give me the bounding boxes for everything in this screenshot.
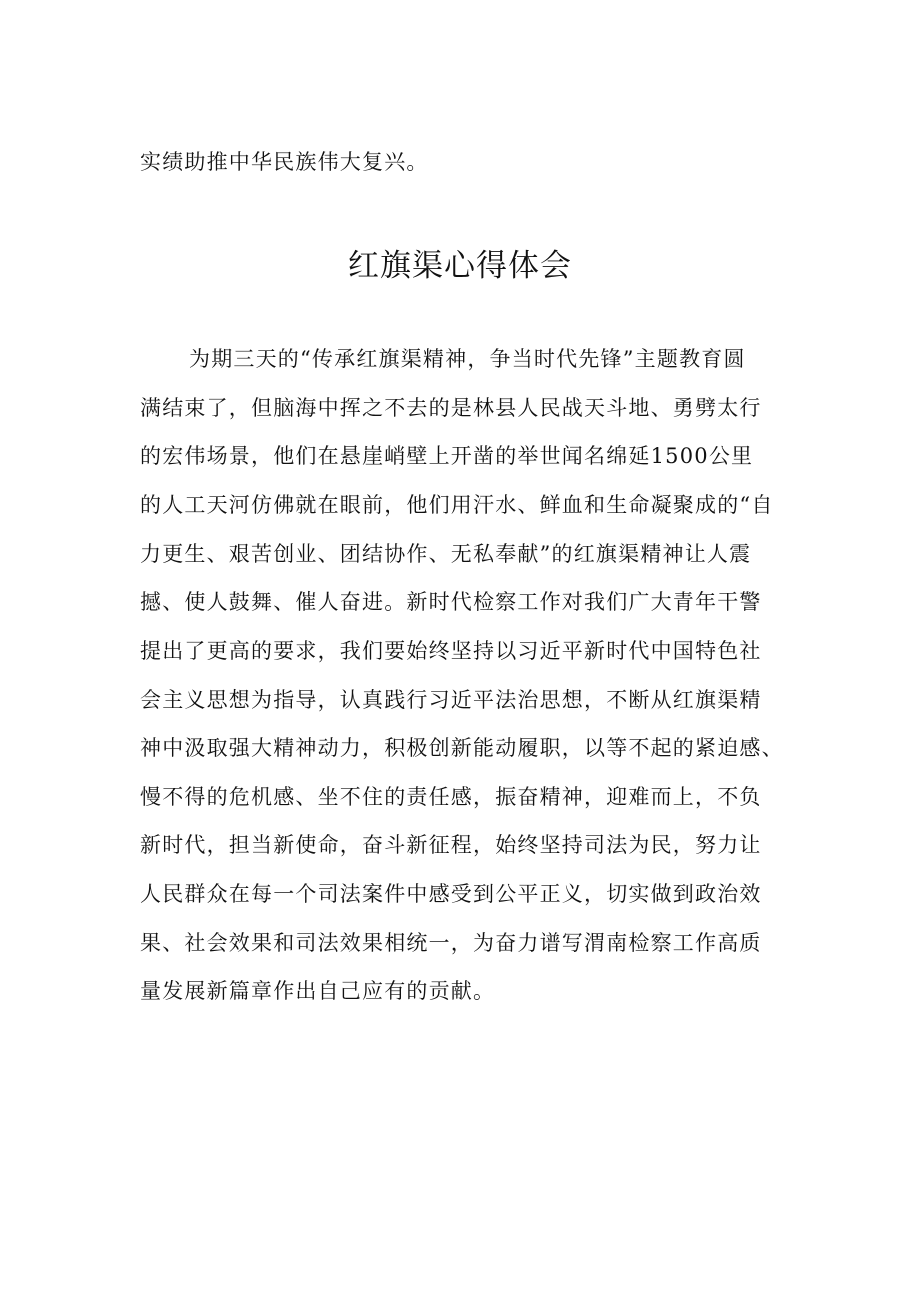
- paragraph-line: 神中汲取强大精神动力，积极创新能动履职，以等不起的紧迫感、: [140, 736, 784, 760]
- paragraph-line: 新时代，担当新使命，奋斗新征程，始终坚持司法为民，努力让: [140, 833, 762, 857]
- paragraph-line: 会主义思想为指导，认真践行习近平法治思想，不断从红旗渠精: [140, 688, 762, 712]
- paragraph-line: 满结束了，但脑海中挥之不去的是林县人民战天斗地、勇劈太行: [140, 396, 762, 420]
- page-title: 红旗渠心得体会: [348, 248, 572, 284]
- paragraph-line: 提出了更高的要求，我们要始终坚持以习近平新时代中国特色社: [140, 639, 762, 663]
- paragraph-line: 的宏伟场景，他们在悬崖峭壁上开凿的举世闻名绵延1500公里: [140, 444, 754, 468]
- paragraph-line: 的人工天河仿佛就在眼前，他们用汗水、鲜血和生命凝聚成的“自: [140, 493, 774, 517]
- continuation-text: 实绩助推中华民族伟大复兴。: [140, 150, 429, 174]
- paragraph-line: 慢不得的危机感、坐不住的责任感，振奋精神，迎难而上，不负: [140, 785, 762, 809]
- paragraph-line: 果、社会效果和司法效果相统一，为奋力谱写渭南检察工作高质: [140, 931, 762, 955]
- paragraph-line: 力更生、艰苦创业、团结协作、无私奉献”的红旗渠精神让人震: [140, 542, 752, 566]
- paragraph-line: 量发展新篇章作出自己应有的贡献。: [140, 979, 496, 1003]
- paragraph-line: 人民群众在每一个司法案件中感受到公平正义，切实做到政治效: [140, 882, 762, 906]
- paragraph-line: 为期三天的“传承红旗渠精神，争当时代先锋”主题教育圆: [189, 347, 746, 371]
- paragraph-line: 撼、使人鼓舞、催人奋进。新时代检察工作对我们广大青年干警: [140, 590, 762, 614]
